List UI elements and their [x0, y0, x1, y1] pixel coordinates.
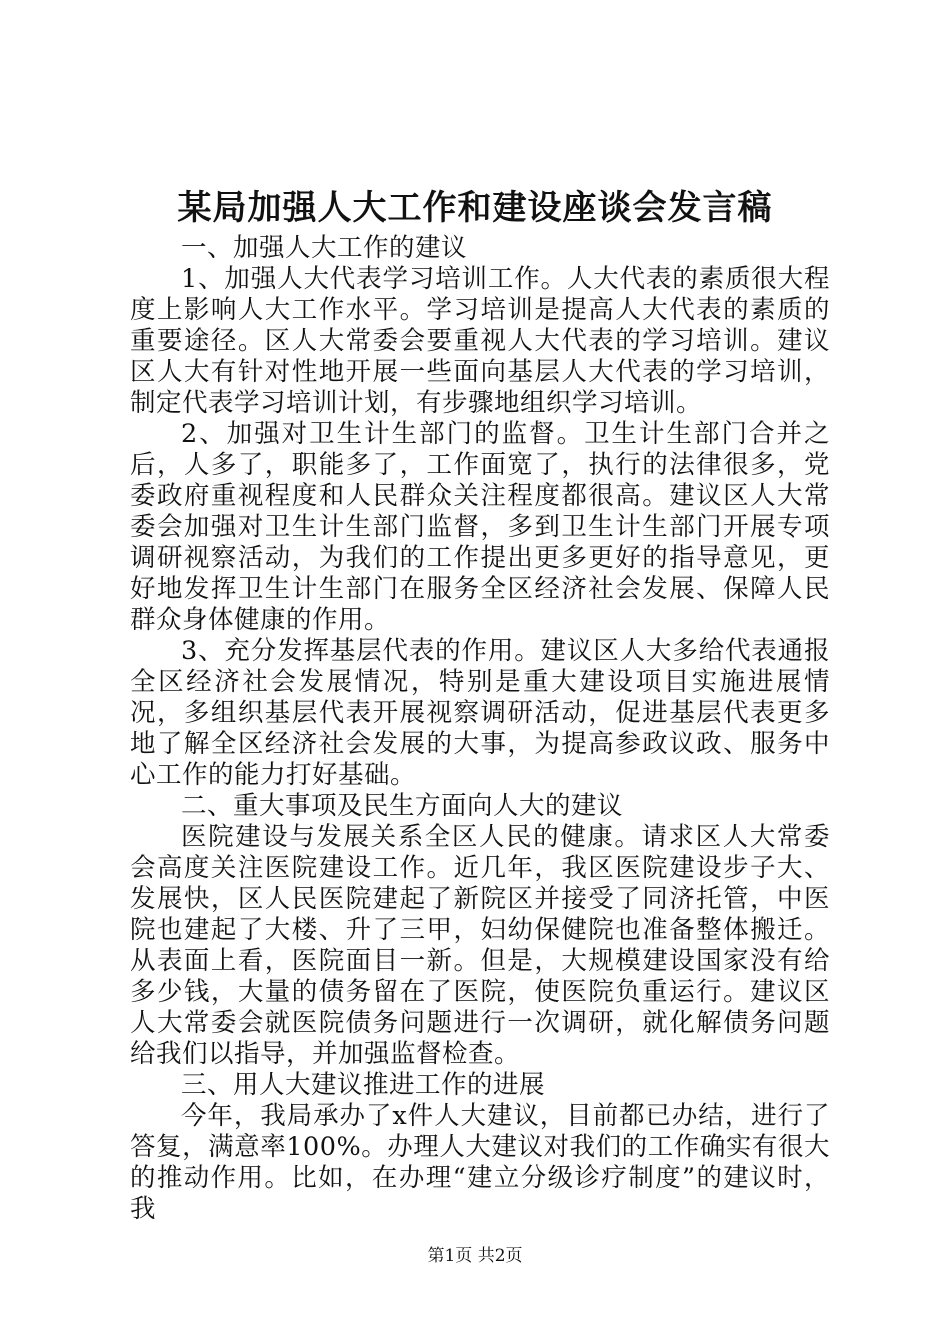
document-body [130, 233, 830, 1225]
paragraph-3: 3、充分发挥基层代表的作用。建议区人大多给代表通报全区经济社会发展情况，特别是重大建设项目实施进展情况，多组织基层代表开展视察调研活动，促进基层代表更多地了解全区经济社会发展的大事，为提高参政议政、服务中心工作的能力打好基础。 [130, 636, 830, 790]
document-title: 某局加强人大工作和建设座谈会发言稿 [177, 188, 773, 228]
section-heading-2: 二、重大事项及民生方面向人大的建议 [181, 791, 624, 821]
section-heading-3: 三、用人大建议推进工作的进展 [181, 1070, 546, 1100]
paragraph-4: 医院建设与发展关系全区人民的健康。请求区人大常委会高度关注医院建设工作。近几年，我区医院建设步子大、发展快，区人民医院建起了新院区并接受了同济托管，中医院也建起了大楼、升了三甲，妇幼保健院也准备整体搬迁。从表面上看，医院面目一新。但是，大规模建设国家没有给多少钱，大量的债务留在了医院，使医院负重运行。建议区人大常委会就医院债务问题进行一次调研，就化解债务问题给我们以指导，并加强监督检查。 [130, 822, 830, 1069]
paragraph-5: 今年，我局承办了x件人大建议，目前都已办结，进行了答复，满意率100%。办理人大建议对我们的工作确实有很大的推动作用。比如，在办理“建立分级诊疗制度”的建议时，我 [130, 1101, 830, 1224]
page-footer: 第1页 共2页 [427, 1246, 523, 1266]
section-heading-1: 一、加强人大工作的建议 [181, 233, 468, 263]
paragraph-2: 2、加强对卫生计生部门的监督。卫生计生部门合并之后，人多了，职能多了，工作面宽了，执行的法律很多，党委政府重视程度和人民群众关注程度都很高。建议区人大常委会加强对卫生计生部门监督，多到卫生计生部门开展专项调研视察活动，为我们的工作提出更多更好的指导意见，更好地发挥卫生计生部门在服务全区经济社会发展、保障人民群众身体健康的作用。 [130, 419, 830, 635]
paragraph-1: 1、加强人大代表学习培训工作。人大代表的素质很大程度上影响人大工作水平。学习培训是提高人大代表的素质的重要途径。区人大常委会要重视人大代表的学习培训。建议区人大有针对性地开展一些面向基层人大代表的学习培训，制定代表学习培训计划，有步骤地组织学习培训。 [130, 264, 830, 418]
